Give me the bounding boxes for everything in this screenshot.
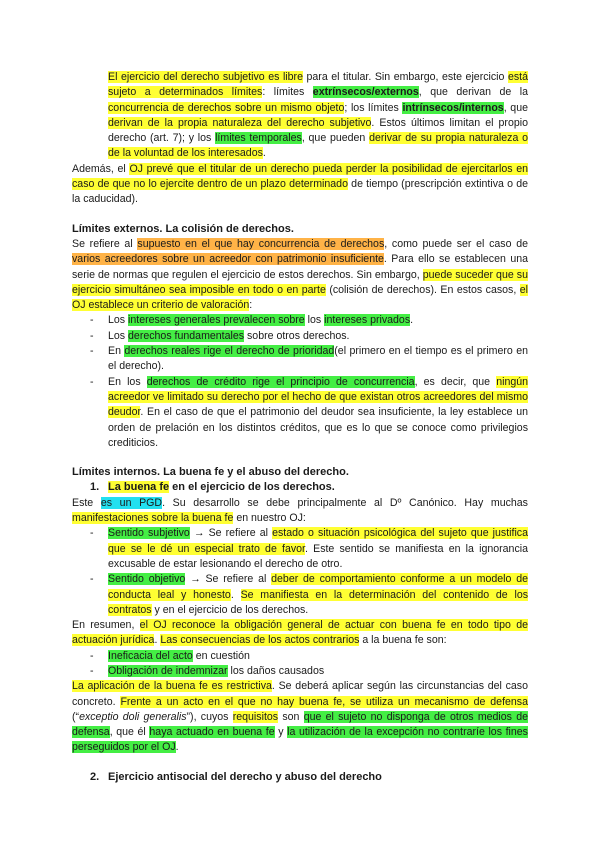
good-faith-senses-list (72, 526, 528, 618)
highlighted-text: que el sujeto no disponga de otros medios de defensa (72, 710, 529, 739)
highlighted-text: derechos reales rige el derecho de prioridad (124, 345, 335, 358)
text-run: . Se deberá aplicar según las circunstancias del caso concreto. (72, 680, 528, 708)
highlighted-text: Obligación de indemnizar (108, 664, 228, 677)
subsection-heading-good-faith (72, 480, 528, 495)
text-run: sobre otros derechos. (244, 329, 350, 342)
text-run: , es decir, que (414, 375, 497, 388)
text-run: En los (108, 375, 147, 388)
text-run: para el titular. Sin embargo, este ejercicio (302, 71, 508, 83)
consequences-list (72, 649, 528, 680)
restrictive-application-paragraph (72, 679, 528, 755)
text-run: . Para ello se establecen una serie de normas que regulen el ejercicio de estos derechos. Sin embargo, (72, 253, 528, 281)
section-title-external-limits: Límites externos. La colisión de derechos. (72, 222, 294, 235)
highlighted-text: intrínsecos/internos (402, 101, 504, 114)
subsection-number: 2. (90, 770, 100, 783)
spacer (72, 451, 528, 465)
text-run: . Su desarrollo se debe principalmente al Dº Canónico. Hay muchas (162, 496, 528, 509)
list-item (90, 329, 528, 344)
highlighted-text: supuesto en el que hay concurrencia de derechos (137, 237, 385, 250)
highlighted-text: derivar de su propia naturaleza o de la voluntad de los interesados (108, 132, 528, 160)
highlighted-text: deber de comportamiento conforme a un modelo de conducta leal y honesto (108, 573, 528, 601)
list-item (90, 313, 528, 328)
text-run: . Este sentido se manifiesta en la ignorancia excusable de estar lesionando el derecho de otro. (108, 542, 528, 570)
text-run: . (175, 741, 179, 754)
text-run: , que pueden (301, 132, 370, 145)
text-run: , que derivan de la (418, 86, 529, 99)
highlighted-text: varios acreedores sobre un acreedor con patrimonio insuficiente (72, 253, 384, 266)
subsection-heading-text (108, 481, 335, 493)
text-run: son (278, 710, 304, 723)
text-run: en el ejercicio de los derechos. (169, 481, 335, 494)
highlighted-text: Se manifiesta en la determinación del contenido de los contratos (108, 588, 529, 616)
text-run: Además, el (72, 162, 130, 175)
text-run: → Se refiere al (185, 573, 272, 586)
external-limits-paragraph (72, 237, 528, 313)
text-run: . (262, 147, 266, 160)
text-run: Este (72, 496, 101, 509)
list-item (90, 649, 528, 664)
summary-paragraph (72, 618, 528, 649)
intro-paragraph-limits (72, 70, 528, 162)
subsection-heading-abuse (72, 770, 528, 785)
highlighted-text: el OJ establece un criterio de valoración (72, 283, 528, 312)
text-run: . (230, 588, 241, 601)
highlighted-text: es un PGD (100, 496, 163, 509)
text-run: , que él (109, 726, 150, 739)
highlighted-text: La buena fe (108, 481, 170, 494)
highlighted-text: intereses generales prevalecen sobre (128, 314, 305, 327)
highlighted-text: El ejercicio del derecho subjetivo es libre (108, 71, 303, 83)
text-run: : (249, 299, 253, 312)
text-run: , como puede ser el caso de (384, 237, 529, 250)
text-run: y en el ejercicio de los derechos. (151, 603, 309, 616)
highlighted-text: requisitos (232, 710, 279, 723)
text-run: Los (108, 314, 129, 327)
text-run: los (304, 314, 325, 327)
highlighted-text: extrínsecos/externos (312, 86, 419, 99)
list-item (90, 572, 528, 618)
highlighted-text: la utilización de la excepción no contraríe los fines perseguidos por el OJ (72, 726, 528, 754)
highlighted-text: está sujeto a determinados límites (108, 71, 528, 99)
highlighted-text: Ineficacia del acto (108, 649, 193, 662)
text-run: , que (503, 101, 528, 114)
section-title-internal-limits: Límites internos. La buena fe y el abuso del derecho. (72, 466, 349, 479)
text-run: (“ (72, 710, 80, 723)
text-run: ; los límites (344, 101, 403, 114)
highlighted-text: ningún acreedor ve limitado su derecho por el hecho de que existan otros acreedores del mismo deudor (108, 375, 529, 419)
text-run: . Estos últimos limitan el propio derecho (art. 7); y los (108, 116, 528, 145)
highlighted-text: OJ prevé que el titular de un derecho pueda perder la posibilidad de ejercitarlos en caso de que no lo ejercite dentro de un plazo determinado (72, 162, 528, 191)
highlighted-text: estado o situación psicológica del sujeto que justifica que se le dé un especial trato de favor (108, 527, 528, 555)
list-item (90, 344, 528, 375)
text-run: Los (108, 329, 129, 342)
text-run: (el primero en el tiempo es el primero en el derecho). (108, 345, 528, 373)
list-item (90, 664, 528, 679)
text-run: en nuestro OJ: (233, 512, 306, 525)
text-run: de tiempo (prescripción extintiva o de la caducidad). (72, 178, 528, 206)
highlighted-text: puede suceder que su ejercicio simultáneo sea imposible en todo o en parte (72, 268, 528, 296)
highlighted-text: derechos fundamentales (128, 329, 245, 342)
text-run: ”), cuyos (186, 710, 233, 723)
highlighted-text: límites temporales (215, 132, 302, 145)
highlighted-text: Sentido objetivo (108, 573, 186, 586)
valuation-criteria-list (72, 313, 528, 451)
text-run: → Se refiere al (189, 527, 273, 540)
text-run: Se refiere al (72, 237, 138, 250)
text-run: exceptio doli generalis (79, 710, 187, 723)
highlighted-text: el OJ reconoce la obligación general de actuar con buena fe en todo tipo de actuación jurídica (72, 619, 528, 647)
subsection-number: 1. (90, 481, 100, 494)
text-run: En (108, 345, 125, 358)
spacer (72, 208, 528, 222)
highlighted-text: derechos de crédito rige el principio de concurrencia (146, 375, 415, 388)
text-run: a la buena fe son: (359, 634, 447, 647)
spacer (72, 756, 528, 770)
text-run: . (154, 634, 161, 647)
text-run: los daños causados (227, 664, 325, 677)
text-run: (colisión de derechos). En estos casos, (325, 283, 520, 296)
highlighted-text: concurrencia de derechos sobre un mismo objeto (108, 101, 345, 114)
highlighted-text: intereses privados (324, 314, 411, 327)
highlighted-text: La aplicación de la buena fe es restrictiva (72, 680, 272, 693)
text-run: y (274, 726, 288, 739)
list-item (90, 375, 528, 451)
highlighted-text: Sentido subjetivo (108, 527, 190, 540)
highlighted-text: manifestaciones sobre la buena fe (72, 512, 234, 525)
intro-paragraph-prescription (72, 162, 528, 208)
highlighted-text: Frente a un acto en el que no hay buena fe, se utiliza un mecanismo de defensa (120, 695, 528, 708)
highlighted-text: derivan de la propia naturaleza del derecho subjetivo (108, 116, 372, 129)
text-run: En resumen, (72, 619, 140, 632)
text-run: . (410, 314, 414, 327)
highlighted-text: Las consecuencias de los actos contrarios (160, 634, 360, 647)
list-item (90, 526, 528, 572)
text-run: en cuestión (192, 649, 250, 662)
highlighted-text: haya actuado en buena fe (149, 726, 275, 739)
subsection-heading-text: Ejercicio antisocial del derecho y abuso del derecho (108, 770, 382, 783)
text-run: . En el caso de que el patrimonio del deudor sea insuficiente, la ley establece un orden de prelación en los distintos créditos, que es lo que se conoce como privilegios crediticios. (108, 406, 528, 449)
good-faith-paragraph (72, 496, 528, 527)
text-run: : límites (262, 86, 313, 99)
